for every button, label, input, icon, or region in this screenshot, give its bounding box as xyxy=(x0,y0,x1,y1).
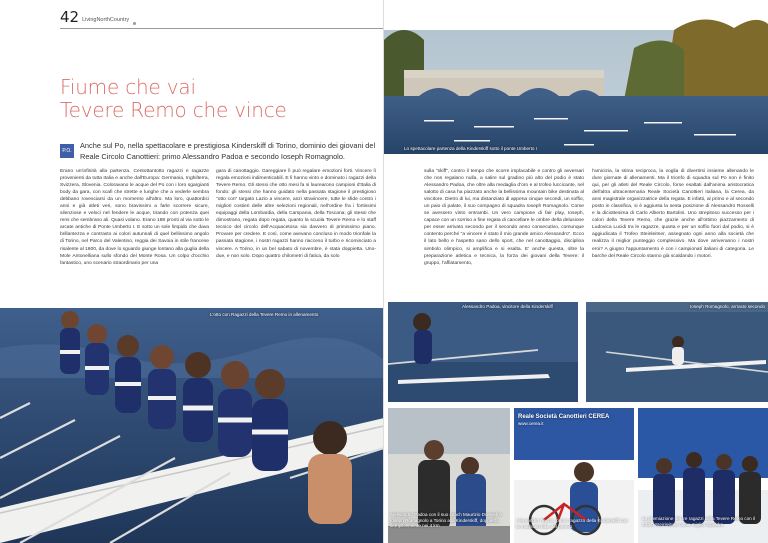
bike-caption: Alessandro Padoa, primo ragazzo della Kinderskiff con la mountain bike del premio xyxy=(516,518,628,529)
team-award-photo xyxy=(638,408,768,543)
padoa-bike-photo xyxy=(514,408,634,543)
padoa-skiff-photo xyxy=(388,302,578,402)
romagnolo-skiff-photo xyxy=(586,302,768,402)
romagnolo-skiff-image xyxy=(586,302,768,402)
banner-title: Reale Società Canottieri CEREA xyxy=(518,414,610,420)
padoa-skiff-image xyxy=(388,302,578,402)
body-column-4: l'amicizia, la stima reciproca, la voglia di divertirsi insieme allenando le dure giornate di allenamenti. Ma il trionfo di squadra sul Po non è finito qui, per gli atleti del Reale Circolo, forse esaltati dall'anima aristocratica dell'altra ultracentenaria Reale Società Canottieri italiana, la Cerea, da anni magistrale organizzatrice della regata. E infatti, al primo e al secondo posto in classifica, si è aggiunta la sesta posizione di Alessandro Rosselli e la diciottesima di Carlo Alberto Bartolini. Uno strepitoso successo per i colori della Tevere Remo, che grazie anche all'ottimo piazzamento di Ludovica Lucidi tra le ragazze, quarta e per un soffio fuori dal podio, si è aggiudicata il Trofeo Steinleitner, assegnato ogni anno alla società che realizza il miglior punteggio complessivo. Ma dove arriveranno i nostri eroi? A giugno l'appuntamento è con i campionati italiani di categoria. Le barche del Reale Circolo stanno già scaldando i motori. xyxy=(592,169,754,259)
header-rule xyxy=(60,28,384,29)
hero-photo-caption: Lo spettacolare partenza della Kinderskiff sotto il ponte Umberto I xyxy=(404,146,537,151)
romagnolo-caption: Ioseph Romagnolo, arrivato secondo xyxy=(690,304,766,309)
title-line-1: Fiume che vai xyxy=(60,75,196,99)
river-bridge-photo xyxy=(384,0,768,154)
padoa-coach-caption: Alessandro Padoa con il suo coach Maurizio Doniseli e Ioseph Romagnolo a Torino alla Kinderskiff, doppietta semplicemente nei 4 km xyxy=(390,512,502,529)
dot-icon xyxy=(133,22,136,25)
padoa-caption: Alessandro Padoa, vincitore della Kinderskiff xyxy=(462,304,553,309)
team-caption: La premiazione dei tre ragazzi della Tevere Remo con il trofeo Steinleitner come miglior squadra xyxy=(642,516,756,527)
crew-photo-caption: L'otto con Ragazzi della Tevere Remo in allenamento xyxy=(210,312,319,317)
right-page xyxy=(384,0,768,543)
magazine-name: LivingNorthCountry xyxy=(82,17,130,23)
page-number: 42 xyxy=(60,8,80,26)
page-folio-left xyxy=(60,10,136,25)
standfirst: Anche sul Po, nella spettacolare e prestigiosa Kinderskiff di Torino, dominio dei giovani del Reale Circolo Canottieri: primo Alessandro Padoa e secondo Ioseph Romagnolo. xyxy=(80,141,376,161)
rowing-crew-photo xyxy=(0,308,384,543)
body-column-3: sulla "skiff", contro il tempo che scorre implacabile e contro gli avversari che non regalano nulla, a salire sul gradino più alto del podio è stato Alessandro Padoa, che oltre alla medaglia d'oro e al trofeo luccicante, nel salotto di casa ha piazzato anche la bellissima mountain bike destinata al vincitore. Dietro di lui, ma distanziato di appena cinque secondi, un soffio, un paio di palate, il suo compagno di squadra Ioseph Romagnolo. Come se avessero vinto entrambi. Un vero campione di fair play, Ioseph, capace con un sorriso a fine regata di cancellare le ombre della delusione per esser arrivato secondo per il secondo anno consecutivo, comunque contento perché "a vincere è stato il mio grande amico Alessandro". Ecco il lato bello e l'aspetto sano dello sport, che nel canottaggio, disciplina simbolo olimpico, si amplifica e si esalta. E' anche questa, oltre la preparazione atletica e tecnica, la forza dei giovani della Tevere: il gruppo, l'affiatamento, xyxy=(424,169,584,266)
article-title xyxy=(60,76,287,122)
padoa-coach-photo xyxy=(388,408,510,543)
river-bridge-image xyxy=(384,0,768,154)
banner-url: www.cerea.it xyxy=(518,421,544,426)
bike-banner-text xyxy=(518,414,630,427)
title-line-2: Tevere Remo che vince xyxy=(60,98,287,122)
body-column-2: gara di canottaggio. Gareggiare lì può regalare emozioni forti. Vincere lì regala emozioni indimenticabili. E lì hanno vinto e dominato i ragazzi della Tevere Remo. Gli stessi che otto mesi fa si laurearono campioni d'Italia di fondo: gli stessi che hanno guidato nella passata stagione il prestigioso "otto con" targato Lazio a vincere, anzi stravincere, tutte le sfide contro i migliori costieri delle altre selezioni regionali, nell'ordine fra i fortissimi equipaggi della Lombardia, della Campania, della Toscana; gli stessi che dimostrano, regata dopo regata, quanto la scuola Tevere Remo e lo staff tecnico del circolo dell'Acquacetosa sia davvero di primissimo piano. Provare per credere. E così, come avevano concluso in modo trionfale la passata stagione, i nostri ragazzi hanno riacceso il turbo e ricominciato a vincere. A Torino, in un bel sabato di novembre, è stata doppietta. Uno-due, e non solo. Dopo quattro chilometri di fatica, da solo xyxy=(216,169,376,259)
rowing-crew-image xyxy=(0,308,384,543)
body-column-1: Erano un'infinità alla partenza. Centottantotto ragazzi e ragazze provenienti da tutta Italia e anche dall'Europa: Germania, Inghilterra, Svizzera, Slovenia. Coloravano le acque del Po con i loro sgargianti body da gara, con scafi che strette e lunghe che a vederle sembra debbano rovesciarsi da un momento all'altro. Ma loro, quattordici anni e già atleti veri, sono bravissimi a farle scorrere sicure, silenziose e veloci nel fendere le acque, tirando con potenza quei remi che sembrano ali. Quasi volano. Erano 188 pronti al via sotto le arcate antiche di Ponte Umberto I. E sotto un sole limpido che dava brillantezza e contrasto ai colori autunnali di quel bellissimo angolo di Torino, nel Parco del Valentino, reggia dei Savoia in stile francese risalente al 1600, da dove lo sguardo giunge lontano alla guglia della Mole Antonelliana sullo sfondo del Monte Rosa. Un colpo d'occhio fantastico, uno scenario straordinario per una xyxy=(60,169,209,266)
section-tag: P.O. xyxy=(60,144,74,158)
